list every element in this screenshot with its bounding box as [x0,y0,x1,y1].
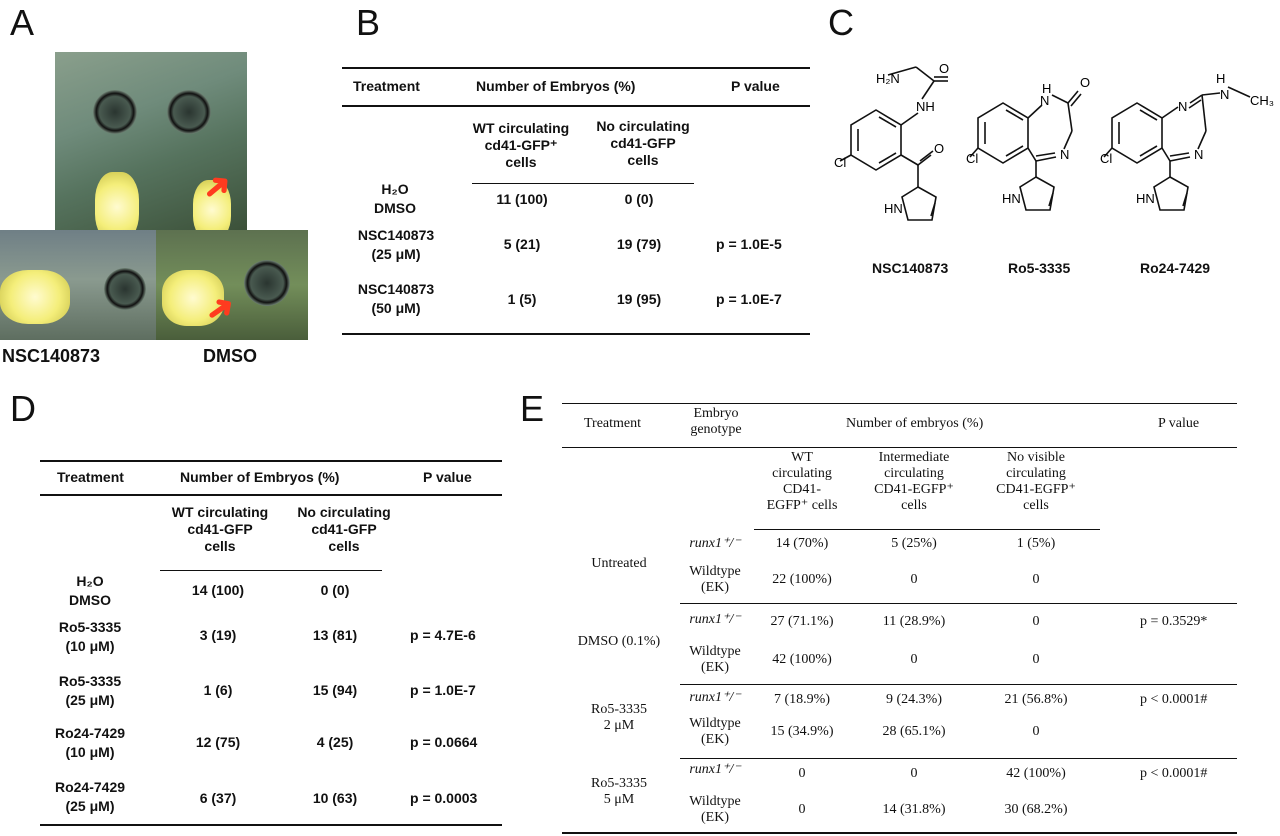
atom-label: Cl [834,155,847,170]
atom-label: H [1042,81,1052,96]
table-e-group-rule [680,603,1237,604]
panel-e-letter: E [520,388,545,429]
table-e-cell: 42 (100%) [772,652,832,667]
table-e-genotype: Wildtype (EK) [689,644,741,675]
table-d-cell: p = 0.0003 [410,790,478,806]
atom-label: O [939,61,950,76]
atom-label: HN [1136,191,1155,206]
table-d-cell: p = 1.0E-7 [410,682,476,698]
atom-label: H [1216,71,1226,86]
atom-label: H₂N [876,71,900,86]
table-b-cell: 11 (100) [496,191,548,207]
table-e-genotype: runx1⁺/⁻ [689,690,741,705]
panel-a-letter: A [10,2,35,43]
table-d-header-number: Number of Embryos (%) [180,469,340,485]
embryo-image-dmso [156,230,308,340]
table-e-top-rule [562,403,1237,404]
panel-b-letter: B [356,2,381,43]
table-e-group-treatment: DMSO (0.1%) [577,634,661,649]
atom-label: O [934,141,945,156]
table-b-cell: p = 1.0E-7 [716,291,782,307]
table-d-cell: 13 (81) [312,627,358,643]
table-e-genotype: runx1⁺/⁻ [689,762,741,777]
structure-ro5-3335 [968,65,1093,245]
table-e-cell: 27 (71.1%) [770,614,834,629]
table-e-cell: 15 (34.9%) [770,724,834,739]
table-d-top-rule [40,460,502,462]
panel-a-label-nsc140873: NSC140873 [2,346,101,366]
table-d-cell: 3 (19) [199,627,237,643]
atom-label: N [1220,87,1230,102]
table-e-cell: 9 (24.3%) [886,692,942,707]
atom-label: Cl [966,151,979,166]
table-e-cell: 0 [798,802,806,817]
embryo-eye [167,90,211,134]
table-e-cell: 14 (31.8%) [882,802,946,817]
table-d-bottom-rule [40,824,502,826]
table-d-cell: p = 4.7E-6 [410,627,476,643]
table-b-cell: p = 1.0E-5 [716,236,782,252]
panel-c-letter: C [828,2,854,43]
table-e-subheader-none: No visible circulating CD41-EGFP⁺ cells [996,450,1076,513]
table-e-subheader-intermediate: Intermediate circulating CD41-EGFP⁺ cells [874,450,954,513]
table-e-cell: 11 (28.9%) [882,614,946,629]
table-b-top-rule [342,67,810,69]
table-d-cell: 15 (94) [312,682,358,698]
table-e-header-treatment: Treatment [584,416,642,431]
compound-label: NSC140873 [872,260,949,276]
embryo-image-dorsal [55,52,247,230]
table-e-subheader-wt: WT circulating CD41- EGFP⁺ cells [766,450,838,513]
table-e-cell: 14 (70%) [775,536,829,551]
table-e-cell: 0 [1032,724,1040,739]
table-e-cell: 0 [798,766,806,781]
table-b-bottom-rule [342,333,810,335]
compound-label: Ro24-7429 [1140,260,1211,276]
table-e-cell: 0 [1032,572,1040,587]
table-e-group-rule [680,684,1237,685]
table-b-row-treatment: NSC140873 (50 μM) [357,281,435,316]
table-e-cell: 22 (100%) [772,572,832,587]
table-d-row-treatment: Ro5-3335 (10 μM) [58,619,122,654]
atom-label: CH₃ [1250,93,1275,108]
table-b-header-number: Number of Embryos (%) [476,78,636,94]
table-b-header-pvalue: P value [731,78,780,94]
table-d-subheader-no: No circulating cd41-GFP cells [297,504,391,554]
atom-label: N [1194,147,1204,162]
table-e-genotype: runx1⁺/⁻ [689,536,741,551]
table-d-cell: 0 (0) [320,582,350,598]
table-b-subheader-rule [472,183,694,184]
table-d-cell: 6 (37) [199,790,237,806]
table-e-group-treatment: Untreated [591,556,647,571]
table-d-subheader-rule [160,570,382,571]
table-e-header-genotype: Embryo genotype [690,406,742,437]
table-d-row-treatment: H₂O DMSO [69,573,111,608]
table-d-subheader-wt: WT circulating cd41-GFP cells [171,504,269,554]
atom-label: N [1178,99,1188,114]
table-e-cell: 21 (56.8%) [1004,692,1068,707]
table-d-header-treatment: Treatment [57,469,124,485]
table-d-cell: p = 0.0664 [410,734,478,750]
atom-label: N [1060,147,1070,162]
compound-label: Ro5-3335 [1008,260,1071,276]
table-e-header-pvalue: P value [1158,416,1200,431]
table-d-cell: 12 (75) [195,734,241,750]
table-e-cell: p < 0.0001# [1140,766,1208,781]
table-b-subheader-wt: WT circulating cd41-GFP⁺ cells [472,120,570,170]
table-b-header-rule [342,105,810,107]
panel-a-label-dmso: DMSO [203,346,257,366]
atom-label: N [1040,93,1050,108]
table-d-cell: 1 (6) [203,682,233,698]
table-e-cell: 42 (100%) [1006,766,1066,781]
table-b-header-treatment: Treatment [353,78,420,94]
atom-label: HN [884,201,903,216]
table-d-cell: 4 (25) [316,734,354,750]
table-d-cell: 14 (100) [191,582,245,598]
atom-label: Cl [1100,151,1113,166]
table-e-genotype: Wildtype (EK) [689,716,741,747]
table-e-cell: 0 [1032,614,1040,629]
table-b-cell: 5 (21) [503,236,541,252]
table-d-header-rule [40,494,502,496]
table-e-cell: 7 (18.9%) [774,692,830,707]
table-e-group-rule [680,758,1237,759]
structure-ro24-7429 [1102,65,1280,245]
table-e-group-treatment: Ro5-3335 2 μM [591,702,647,733]
atom-label: NH [916,99,935,114]
table-b-row-treatment: H₂O DMSO [374,181,416,216]
table-b-cell: 19 (95) [616,291,662,307]
table-e-genotype: Wildtype (EK) [689,564,741,595]
embryo-image-nsc140873 [0,230,156,340]
embryo-eye [244,260,290,306]
table-e-subheader-rule [754,529,1100,530]
panel-d-letter: D [10,388,36,429]
embryo-yolk [0,270,70,324]
table-e-cell: p = 0.3529* [1140,614,1208,629]
table-e-genotype: runx1⁺/⁻ [689,612,741,627]
table-b-cell: 0 (0) [624,191,654,207]
table-b-cell: 1 (5) [507,291,537,307]
table-e-genotype: Wildtype (EK) [689,794,741,825]
table-d-row-treatment: Ro24-7429 (25 μM) [54,779,126,814]
table-e-cell: 0 [910,766,918,781]
table-e-bottom-rule [562,832,1237,834]
table-b-subheader-no: No circulating cd41-GFP cells [596,118,690,168]
table-d-row-treatment: Ro5-3335 (25 μM) [58,673,122,708]
table-d-header-pvalue: P value [423,469,472,485]
table-e-cell: 1 (5%) [1016,536,1056,551]
table-b-cell: 19 (79) [616,236,662,252]
table-e-cell: 0 [1032,652,1040,667]
table-e-group-treatment: Ro5-3335 5 μM [591,776,647,807]
table-e-cell: 0 [910,572,918,587]
embryo-eye [93,90,137,134]
atom-label: O [1080,75,1091,90]
embryo-eye [104,268,146,310]
table-e-header-number: Number of embryos (%) [846,416,984,431]
table-e-cell: p < 0.0001# [1140,692,1208,707]
structure-nsc140873 [836,55,971,250]
table-d-cell: 10 (63) [312,790,358,806]
table-e-cell: 30 (68.2%) [1004,802,1068,817]
arrow-icon: ➜ [194,163,241,211]
arrow-icon: ➜ [197,285,243,333]
table-d-row-treatment: Ro24-7429 (10 μM) [54,725,126,760]
table-e-cell: 5 (25%) [891,536,937,551]
table-e-cell: 28 (65.1%) [882,724,946,739]
table-e-cell: 0 [910,652,918,667]
table-b-row-treatment: NSC140873 (25 μM) [357,227,435,262]
table-e-header-rule [562,447,1237,448]
atom-label: HN [1002,191,1021,206]
